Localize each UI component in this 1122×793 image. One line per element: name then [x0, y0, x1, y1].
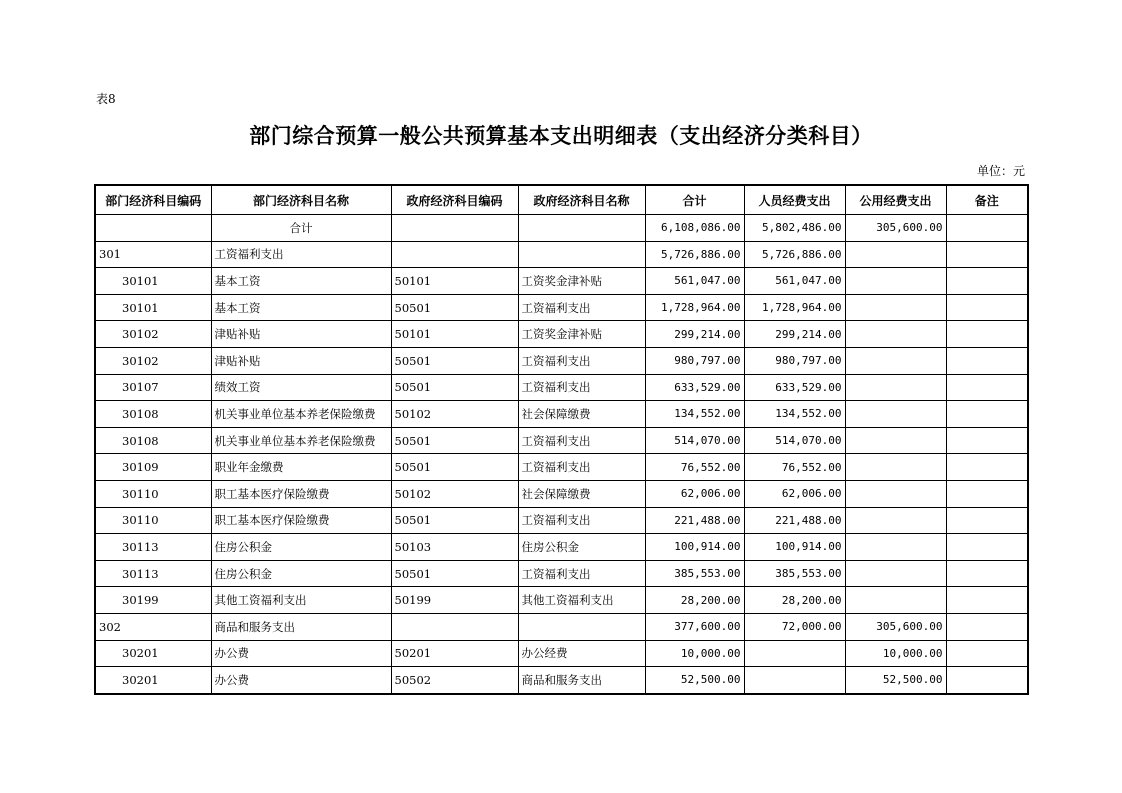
dept-code-cell: 30110	[95, 480, 211, 507]
column-header: 人员经费支出	[744, 185, 845, 215]
table-row	[95, 268, 1028, 295]
table-header-row	[95, 185, 1028, 215]
note-cell	[946, 347, 1028, 374]
public-cell	[845, 534, 946, 561]
public-cell	[845, 294, 946, 321]
note-cell	[946, 294, 1028, 321]
total-cell: 28,200.00	[645, 587, 744, 614]
total-cell: 221,488.00	[645, 507, 744, 534]
personnel-cell: 72,000.00	[744, 613, 845, 640]
gov-code-cell: 50501	[391, 374, 518, 401]
column-header: 政府经济科目名称	[518, 185, 645, 215]
public-cell	[845, 454, 946, 481]
dept-code-cell: 302	[95, 613, 211, 640]
total-cell: 5,726,886.00	[645, 241, 744, 268]
total-cell: 10,000.00	[645, 640, 744, 667]
dept-code-cell: 30113	[95, 560, 211, 587]
total-label: 合计	[211, 215, 391, 242]
total-amount: 6,108,086.00	[645, 215, 744, 242]
gov-code-cell: 50103	[391, 534, 518, 561]
gov-name-cell: 工资福利支出	[518, 374, 645, 401]
gov-name-cell: 工资奖金津补贴	[518, 268, 645, 295]
gov-name-cell: 工资福利支出	[518, 427, 645, 454]
total-row	[95, 215, 1028, 242]
gov-code-cell: 50501	[391, 560, 518, 587]
public-cell	[845, 268, 946, 295]
gov-code-cell: 50102	[391, 480, 518, 507]
public-cell	[845, 401, 946, 428]
dept-code-cell: 30101	[95, 294, 211, 321]
personnel-cell: 514,070.00	[744, 427, 845, 454]
total-empty-cell	[518, 215, 645, 242]
personnel-cell	[744, 640, 845, 667]
dept-name-cell: 办公费	[211, 640, 391, 667]
personnel-cell: 561,047.00	[744, 268, 845, 295]
total-note	[946, 215, 1028, 242]
dept-code-cell: 30109	[95, 454, 211, 481]
table-row	[95, 480, 1028, 507]
total-cell: 514,070.00	[645, 427, 744, 454]
gov-code-cell: 50502	[391, 667, 518, 694]
column-header: 政府经济科目编码	[391, 185, 518, 215]
dept-name-cell: 住房公积金	[211, 560, 391, 587]
dept-name-cell: 住房公积金	[211, 534, 391, 561]
note-cell	[946, 427, 1028, 454]
dept-code-cell: 30201	[95, 640, 211, 667]
gov-name-cell: 工资福利支出	[518, 507, 645, 534]
dept-code-cell: 30108	[95, 401, 211, 428]
gov-name-cell	[518, 241, 645, 268]
total-cell: 76,552.00	[645, 454, 744, 481]
gov-name-cell: 商品和服务支出	[518, 667, 645, 694]
gov-name-cell: 工资福利支出	[518, 454, 645, 481]
dept-name-cell: 商品和服务支出	[211, 613, 391, 640]
personnel-cell: 28,200.00	[744, 587, 845, 614]
gov-code-cell: 50201	[391, 640, 518, 667]
public-cell	[845, 347, 946, 374]
table-row	[95, 427, 1028, 454]
dept-code-cell: 30201	[95, 667, 211, 694]
column-header: 公用经费支出	[845, 185, 946, 215]
budget-detail-table	[94, 184, 1029, 695]
gov-name-cell: 工资福利支出	[518, 560, 645, 587]
gov-code-cell: 50102	[391, 401, 518, 428]
note-cell	[946, 507, 1028, 534]
total-cell: 561,047.00	[645, 268, 744, 295]
gov-name-cell: 办公经费	[518, 640, 645, 667]
dept-name-cell: 其他工资福利支出	[211, 587, 391, 614]
total-cell: 980,797.00	[645, 347, 744, 374]
public-cell	[845, 587, 946, 614]
dept-name-cell: 工资福利支出	[211, 241, 391, 268]
table-row	[95, 294, 1028, 321]
dept-name-cell: 津贴补贴	[211, 347, 391, 374]
dept-name-cell: 机关事业单位基本养老保险缴费	[211, 401, 391, 428]
dept-name-cell: 职工基本医疗保险缴费	[211, 507, 391, 534]
dept-code-cell: 30102	[95, 347, 211, 374]
public-cell: 10,000.00	[845, 640, 946, 667]
table-row	[95, 613, 1028, 640]
gov-name-cell: 社会保障缴费	[518, 480, 645, 507]
note-cell	[946, 401, 1028, 428]
dept-code-cell: 30107	[95, 374, 211, 401]
dept-code-cell: 30113	[95, 534, 211, 561]
table-row	[95, 454, 1028, 481]
note-cell	[946, 480, 1028, 507]
public-cell	[845, 560, 946, 587]
public-cell	[845, 507, 946, 534]
page-title: 部门综合预算一般公共预算基本支出明细表（支出经济分类科目）	[249, 124, 873, 148]
dept-name-cell: 机关事业单位基本养老保险缴费	[211, 427, 391, 454]
personnel-cell: 5,726,886.00	[744, 241, 845, 268]
total-cell: 1,728,964.00	[645, 294, 744, 321]
personnel-cell: 76,552.00	[744, 454, 845, 481]
total-cell: 385,553.00	[645, 560, 744, 587]
note-cell	[946, 560, 1028, 587]
dept-name-cell: 津贴补贴	[211, 321, 391, 348]
personnel-cell: 385,553.00	[744, 560, 845, 587]
note-cell	[946, 454, 1028, 481]
note-cell	[946, 640, 1028, 667]
dept-code-cell: 301	[95, 241, 211, 268]
table-row	[95, 587, 1028, 614]
dept-name-cell: 办公费	[211, 667, 391, 694]
public-cell: 305,600.00	[845, 613, 946, 640]
table-row	[95, 507, 1028, 534]
dept-name-cell: 基本工资	[211, 294, 391, 321]
gov-name-cell: 工资福利支出	[518, 294, 645, 321]
dept-name-cell: 职工基本医疗保险缴费	[211, 480, 391, 507]
dept-code-cell: 30101	[95, 268, 211, 295]
dept-code-cell: 30110	[95, 507, 211, 534]
dept-name-cell: 基本工资	[211, 268, 391, 295]
note-cell	[946, 667, 1028, 694]
note-cell	[946, 268, 1028, 295]
total-empty-cell	[391, 215, 518, 242]
table-row	[95, 401, 1028, 428]
table-row	[95, 667, 1028, 694]
table-row	[95, 534, 1028, 561]
total-cell: 52,500.00	[645, 667, 744, 694]
gov-code-cell: 50501	[391, 347, 518, 374]
personnel-cell: 100,914.00	[744, 534, 845, 561]
dept-name-cell: 职业年金缴费	[211, 454, 391, 481]
table-row	[95, 321, 1028, 348]
total-cell: 134,552.00	[645, 401, 744, 428]
gov-code-cell	[391, 613, 518, 640]
note-cell	[946, 241, 1028, 268]
dept-code-cell: 30102	[95, 321, 211, 348]
table-row	[95, 347, 1028, 374]
dept-code-cell: 30108	[95, 427, 211, 454]
total-public: 305,600.00	[845, 215, 946, 242]
table-row	[95, 560, 1028, 587]
column-header: 部门经济科目编码	[95, 185, 211, 215]
gov-code-cell: 50101	[391, 321, 518, 348]
personnel-cell: 633,529.00	[744, 374, 845, 401]
public-cell	[845, 480, 946, 507]
table-row	[95, 374, 1028, 401]
public-cell: 52,500.00	[845, 667, 946, 694]
total-cell: 100,914.00	[645, 534, 744, 561]
personnel-cell	[744, 667, 845, 694]
column-header: 部门经济科目名称	[211, 185, 391, 215]
gov-name-cell: 住房公积金	[518, 534, 645, 561]
total-cell: 299,214.00	[645, 321, 744, 348]
table-row	[95, 241, 1028, 268]
total-empty-cell	[95, 215, 211, 242]
gov-code-cell: 50501	[391, 507, 518, 534]
note-cell	[946, 534, 1028, 561]
dept-code-cell: 30199	[95, 587, 211, 614]
total-cell: 377,600.00	[645, 613, 744, 640]
table-row	[95, 640, 1028, 667]
gov-name-cell: 工资福利支出	[518, 347, 645, 374]
public-cell	[845, 374, 946, 401]
gov-name-cell	[518, 613, 645, 640]
gov-code-cell	[391, 241, 518, 268]
gov-code-cell: 50501	[391, 427, 518, 454]
personnel-cell: 221,488.00	[744, 507, 845, 534]
gov-code-cell: 50501	[391, 294, 518, 321]
gov-name-cell: 其他工资福利支出	[518, 587, 645, 614]
personnel-cell: 62,006.00	[744, 480, 845, 507]
personnel-cell: 980,797.00	[744, 347, 845, 374]
personnel-cell: 299,214.00	[744, 321, 845, 348]
column-header: 合计	[645, 185, 744, 215]
dept-name-cell: 绩效工资	[211, 374, 391, 401]
note-cell	[946, 374, 1028, 401]
note-cell	[946, 613, 1028, 640]
public-cell	[845, 321, 946, 348]
gov-code-cell: 50199	[391, 587, 518, 614]
personnel-cell: 1,728,964.00	[744, 294, 845, 321]
total-cell: 633,529.00	[645, 374, 744, 401]
public-cell	[845, 241, 946, 268]
personnel-cell: 134,552.00	[744, 401, 845, 428]
note-cell	[946, 587, 1028, 614]
column-header: 备注	[946, 185, 1028, 215]
unit-label: 单位：元	[976, 164, 1025, 178]
table-number-label: 表8	[96, 92, 116, 106]
gov-name-cell: 社会保障缴费	[518, 401, 645, 428]
gov-name-cell: 工资奖金津补贴	[518, 321, 645, 348]
note-cell	[946, 321, 1028, 348]
total-cell: 62,006.00	[645, 480, 744, 507]
gov-code-cell: 50101	[391, 268, 518, 295]
total-personnel: 5,802,486.00	[744, 215, 845, 242]
gov-code-cell: 50501	[391, 454, 518, 481]
public-cell	[845, 427, 946, 454]
